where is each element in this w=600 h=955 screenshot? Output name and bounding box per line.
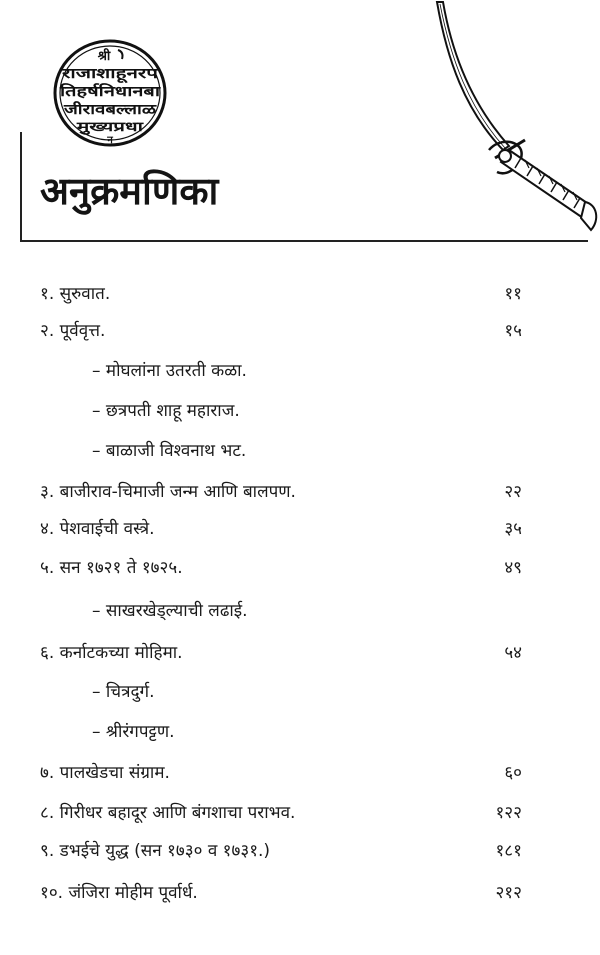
toc-entry-title: ६. कर्नाटकच्या मोहिमा.	[40, 643, 183, 663]
toc-entry-title: – साखरखेड्ल्याची लढाई.	[92, 601, 248, 621]
seal-line-2: राजाशाहूनरप	[62, 66, 128, 82]
toc-entry-title: – मोघलांना उतरती कळा.	[92, 361, 247, 381]
toc-entry	[0, 551, 600, 585]
seal-line-3: तिहर्षनिधानबा	[60, 84, 131, 100]
toc-entry	[0, 277, 600, 311]
sword-icon	[425, 0, 600, 245]
toc-entry-page-number: १८१	[495, 841, 522, 861]
toc-subentry	[0, 715, 600, 749]
toc-entry	[0, 834, 600, 868]
toc-entry-page-number: ३५	[504, 519, 522, 539]
toc-entry-title: ७. पालखेडचा संग्राम.	[40, 763, 170, 783]
toc-entry-title: ८. गिरीधर बहादूर आणि बंगशाचा पराभव.	[40, 803, 296, 823]
toc-entry	[0, 796, 600, 830]
toc-entry-page-number: १२२	[495, 803, 522, 823]
toc-entry-page-number: २१२	[495, 883, 522, 903]
toc-entry	[0, 314, 600, 348]
toc-entry-title: १. सुरुवात.	[40, 284, 111, 304]
toc-entry	[0, 512, 600, 546]
toc-entry-page-number: ६०	[504, 763, 522, 783]
frame-horizontal-rule	[20, 240, 588, 242]
seal-line-4: जीरावबल्लाळ	[64, 102, 134, 118]
toc-entry-page-number: ४९	[504, 558, 522, 578]
toc-subentry	[0, 434, 600, 468]
toc-entry-title: – छत्रपती शाहू महाराज.	[92, 401, 240, 421]
toc-entry-title: ३. बाजीराव-चिमाजी जन्म आणि बालपण.	[40, 482, 296, 502]
toc-entry-page-number: ५४	[504, 643, 522, 663]
toc-subentry	[0, 394, 600, 428]
toc-entry	[0, 636, 600, 670]
toc-entry-title: ४. पेशवाईची वस्त्रे.	[40, 519, 155, 539]
toc-entry-title: – चित्रदुर्ग.	[92, 682, 155, 702]
seal-emblem	[52, 38, 168, 148]
toc-entry-title: – श्रीरंगपट्टण.	[92, 722, 175, 742]
toc-entry	[0, 756, 600, 790]
toc-entry-title: २. पूर्ववृत्त.	[40, 321, 106, 341]
toc-entry	[0, 475, 600, 509]
toc-subentry	[0, 675, 600, 709]
toc-subentry	[0, 594, 600, 628]
toc-entry-title: – बाळाजी विश्वनाथ भट.	[92, 441, 247, 461]
seal-line-6: न	[107, 135, 113, 146]
toc-entry-page-number: ११	[504, 284, 522, 304]
toc-entry	[0, 876, 600, 910]
page-title: अनुक्रमणिका	[40, 169, 219, 213]
frame-vertical-rule	[20, 132, 22, 242]
toc-subentry	[0, 354, 600, 388]
toc-entry-title: ५. सन १७२१ ते १७२५.	[40, 558, 183, 578]
toc-entry-title: ९. डभईचे युद्ध (सन १७३० व १७३१.)	[40, 841, 271, 861]
toc-entry-page-number: १५	[504, 321, 522, 341]
seal-line-5: मुख्यप्रधा	[75, 120, 144, 135]
seal-line-1: श्री	[97, 49, 111, 64]
toc-entry-title: १०. जंजिरा मोहीम पूर्वार्ध.	[40, 883, 198, 903]
toc-entry-page-number: २२	[504, 482, 522, 502]
